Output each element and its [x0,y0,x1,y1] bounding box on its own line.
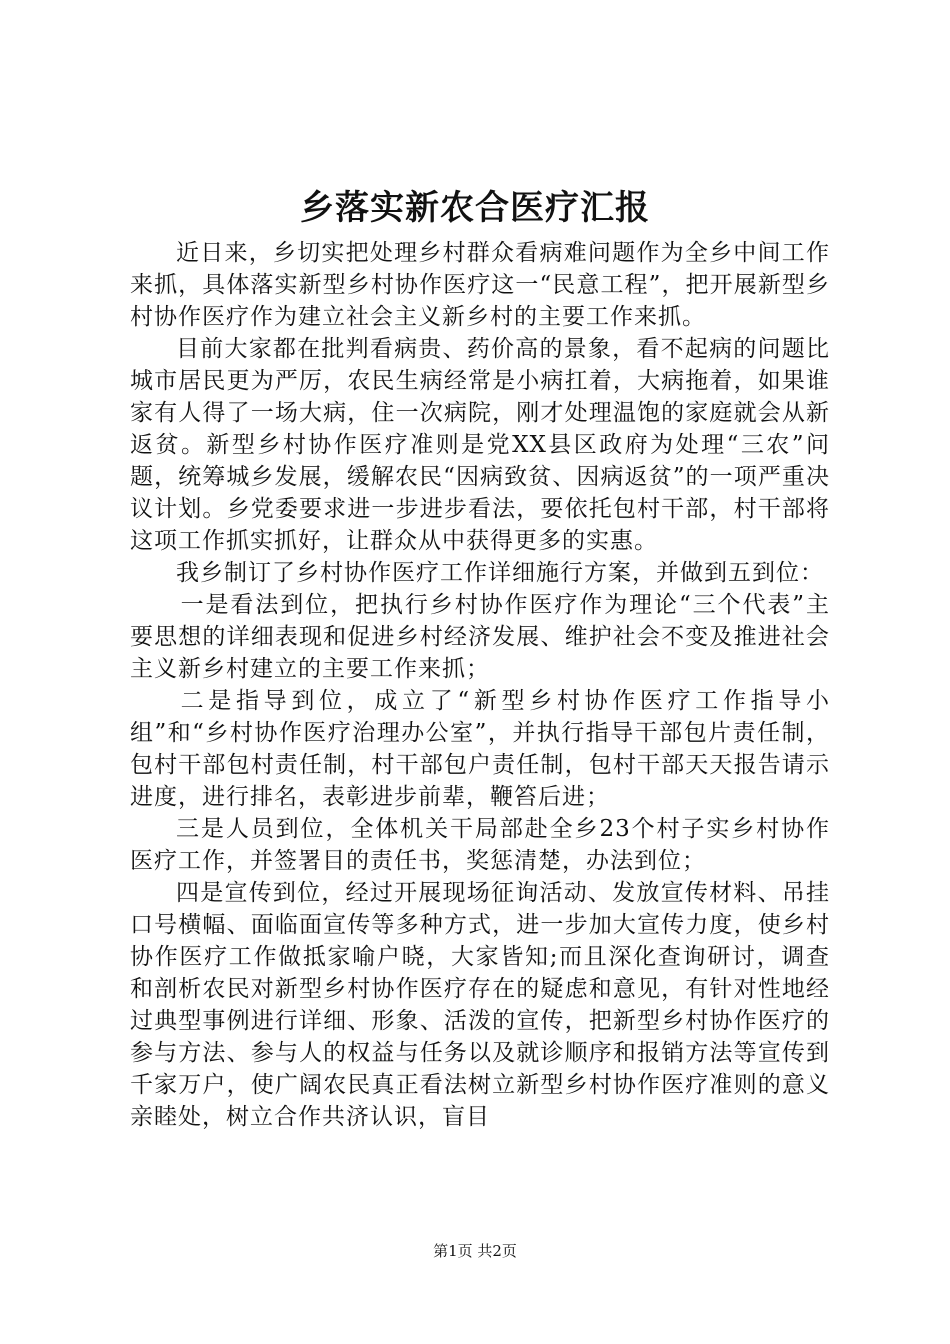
paragraph-intro: 近日来，乡切实把处理乡村群众看病难问题作为全乡中间工作来抓，具体落实新型乡村协作医疗这一“民意工程”，把开展新型乡村协作医疗作为建立社会主义新乡村的主要工作来抓。 [130,240,830,330]
paragraph-point-3: 三是人员到位，全体机关干局部赴全乡23个村子实乡村协作医疗工作，并签署目的责任书，奖惩清楚，办法到位； [130,816,830,874]
paragraph-plan: 我乡制订了乡村协作医疗工作详细施行方案，并做到五到位： [176,560,824,586]
paragraph-point-4: 四是宣传到位，经过开展现场征询活动、发放宣传材料、吊挂口号横幅、面临面宣传等多种方式，进一步加大宣传力度，使乡村协作医疗工作做抵家喻户晓，大家皆知;而且深化查询研讨，调查和剖析农民对新型乡村协作医疗存在的疑虑和意见，有针对性地经过典型事例进行详细、形象、活泼的宣传，把新型乡村协作医疗的参与方法、参与人的权益与任务以及就诊顺序和报销方法等宣传到千家万户，使广阔农民真正看法树立新型乡村协作医疗准则的意义亲睦处，树立合作共济认识，盲目 [130,880,830,1130]
paragraph-point-2: 二是指导到位，成立了“新型乡村协作医疗工作指导小组”和“乡村协作医疗治理办公室”，并执行指导干部包片责任制，包村干部包村责任制，村干部包户责任制，包村干部天天报告请示进度，进行排名，表彰进步前辈，鞭笞后进； [130,688,830,810]
page-footer: 第1页 共2页 [433,1242,517,1260]
document-title: 乡落实新农合医疗汇报 [300,188,650,228]
paragraph-point-1: 一是看法到位，把执行乡村协作医疗作为理论“三个代表”主要思想的详细表现和促进乡村经济发展、维护社会不变及推进社会主义新乡村建立的主要工作来抓； [130,592,830,682]
document-body [130,237,830,1133]
paragraph-background: 目前大家都在批判看病贵、药价高的景象，看不起病的问题比城市居民更为严厉，农民生病经常是小病扛着，大病拖着，如果谁家有人得了一场大病，住一次病院，刚才处理温饱的家庭就会从新返贫。新型乡村协作医疗准则是党XX县区政府为处理“三农”问题，统筹城乡发展，缓解农民“因病致贫、因病返贫”的一项严重决议计划。乡党委要求进一步进步看法，要依托包村干部，村干部将这项工作抓实抓好，让群众从中获得更多的实惠。 [130,336,830,554]
